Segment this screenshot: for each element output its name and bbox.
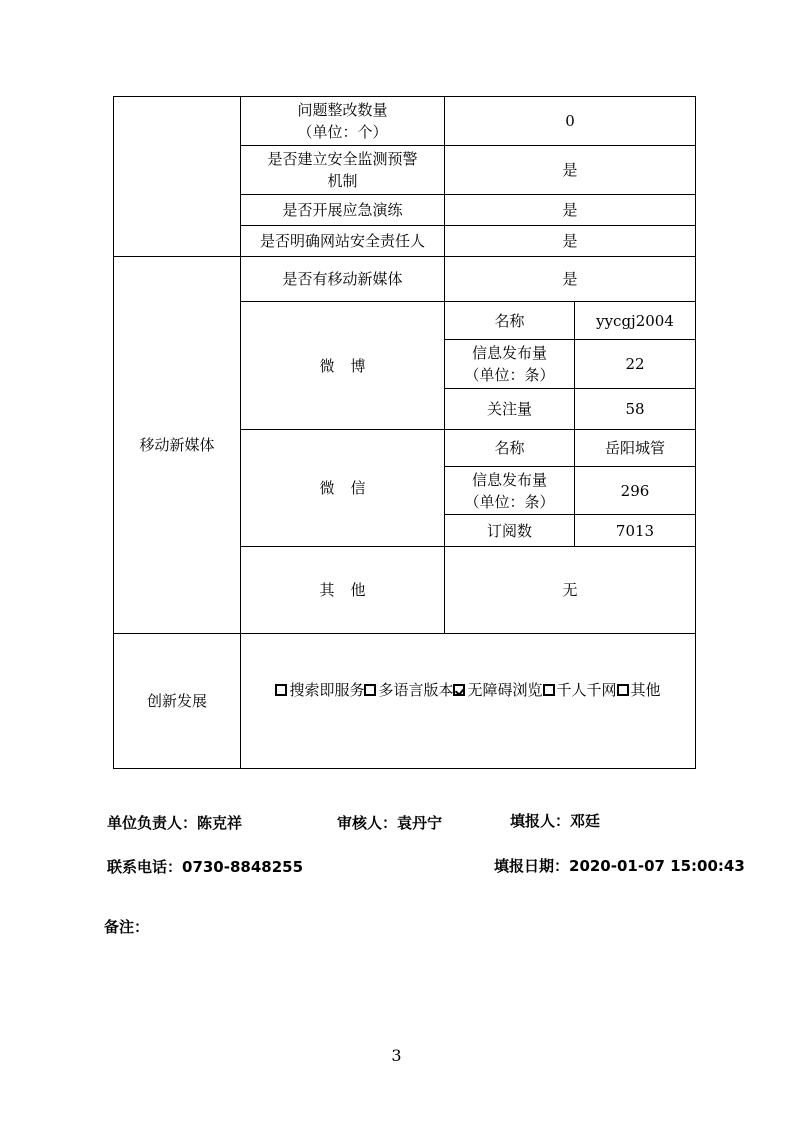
option-multilingual[interactable] (364, 679, 453, 701)
innovation-options (241, 634, 695, 746)
option-accessibility[interactable] (453, 679, 542, 701)
checkbox-checked-icon (453, 684, 465, 696)
page-number: 3 (391, 1046, 402, 1065)
checkbox-icon (364, 684, 376, 696)
wechat-label: 微信 (319, 479, 382, 497)
innovation-label: 创新发展 (146, 692, 207, 710)
weibo-posts-label-line2: （单位：条） (464, 366, 555, 384)
option-label: 无障碍浏览 (467, 681, 543, 699)
weibo-follow-value: 58 (625, 400, 645, 418)
issue-count-value: 0 (565, 112, 575, 130)
other-label: 其他 (319, 581, 382, 599)
reviewer: 审核人：袁丹宁 (337, 814, 443, 832)
option-label: 其他 (630, 681, 661, 699)
filler: 填报人：邓廷 (510, 812, 601, 830)
option-label: 千人千网 (556, 681, 617, 699)
monitoring-value: 是 (562, 161, 578, 179)
issue-count-label-line1: 问题整改数量 (297, 101, 388, 119)
mobile-section-label: 移动新媒体 (139, 436, 215, 454)
remark: 备注： (104, 918, 150, 936)
checkbox-icon (617, 684, 629, 696)
wechat-posts-label-line2: （单位：条） (464, 492, 555, 511)
option-other[interactable] (617, 679, 661, 701)
option-search-service[interactable] (275, 679, 364, 701)
monitoring-label-line2: 机制 (327, 172, 358, 190)
issue-count-label (241, 97, 444, 145)
wechat-name-label: 名称 (494, 439, 525, 457)
weibo-name-value: yycgj2004 (596, 311, 674, 330)
unit-head: 单位负责人：陈克祥 (107, 814, 243, 832)
drill-label: 是否开展应急演练 (282, 201, 403, 219)
wechat-sub-label: 订阅数 (486, 521, 532, 540)
responsible-label: 是否明确网站安全责任人 (259, 232, 425, 250)
wechat-name-value: 岳阳城管 (604, 439, 665, 457)
checkbox-icon (275, 684, 287, 696)
wechat-posts-value: 296 (620, 481, 650, 500)
contact-phone: 联系电话：0730-8848255 (107, 858, 304, 876)
other-value: 无 (562, 581, 578, 599)
issue-count-label-line2: （单位：个） (297, 123, 388, 141)
wechat-posts-label (445, 467, 574, 514)
option-label: 多语言版本 (378, 681, 454, 699)
weibo-label: 微博 (319, 356, 382, 375)
monitoring-label-line1: 是否建立安全监测预警 (267, 150, 418, 168)
has-media-value: 是 (562, 270, 578, 288)
responsible-value: 是 (562, 232, 578, 250)
weibo-posts-value: 22 (625, 355, 645, 373)
checkbox-icon (543, 684, 555, 696)
weibo-name-label: 名称 (494, 311, 525, 330)
weibo-posts-label-line1: 信息发布量 (471, 344, 547, 362)
fill-date: 填报日期：2020-01-07 15:00:43 (494, 857, 745, 875)
has-media-label: 是否有移动新媒体 (282, 270, 403, 288)
option-label: 搜索即服务 (289, 681, 365, 699)
wechat-posts-label-line1: 信息发布量 (471, 470, 547, 489)
report-table (113, 96, 696, 769)
drill-value: 是 (562, 201, 578, 219)
weibo-follow-label: 关注量 (486, 400, 532, 418)
option-personalized[interactable] (543, 679, 617, 701)
weibo-posts-label (445, 340, 574, 388)
monitoring-label (241, 146, 444, 194)
wechat-sub-value: 7013 (615, 521, 655, 540)
